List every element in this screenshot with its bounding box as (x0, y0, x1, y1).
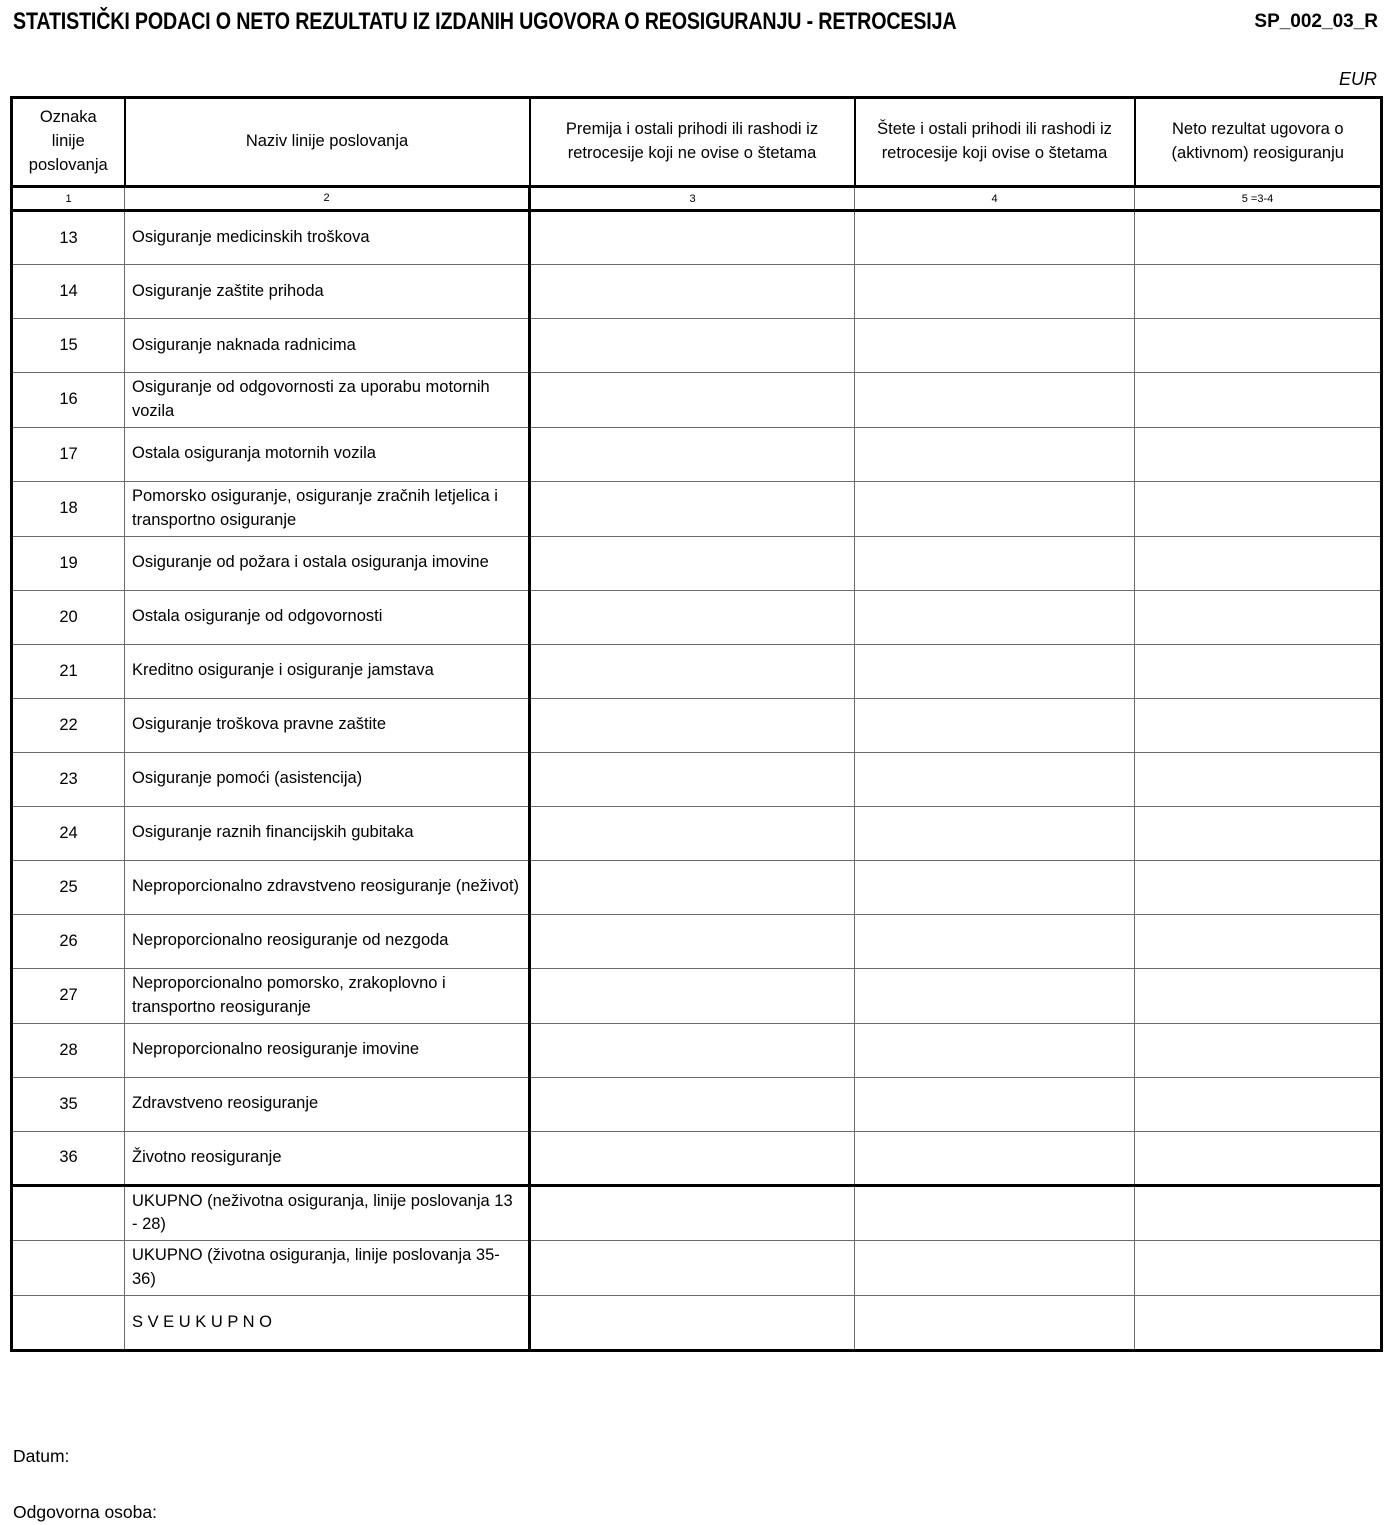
column-number: 5 =3-4 (1135, 187, 1382, 211)
claims-value-cell (855, 752, 1135, 806)
premium-value-cell (530, 1131, 855, 1185)
claims-value-cell (855, 1023, 1135, 1077)
premium-value-cell (530, 1185, 855, 1241)
premium-value-cell (530, 806, 855, 860)
table-row (12, 698, 1382, 752)
line-code: 14 (12, 265, 125, 319)
net-value-cell (1135, 1023, 1382, 1077)
net-value-cell (1135, 427, 1382, 481)
line-code: 13 (12, 211, 125, 265)
premium-value-cell (530, 1077, 855, 1131)
premium-value-cell (530, 536, 855, 590)
line-name: Ostala osiguranje od odgovornosti (125, 590, 530, 644)
line-code: 20 (12, 590, 125, 644)
line-name: Osiguranje raznih financijskih gubitaka (125, 806, 530, 860)
net-value-cell (1135, 265, 1382, 319)
line-code (12, 1296, 125, 1351)
line-name: Životno reosiguranje (125, 1131, 530, 1185)
line-name: Osiguranje naknada radnicima (125, 319, 530, 373)
line-code: 15 (12, 319, 125, 373)
total-label: UKUPNO (neživotna osiguranja, linije poslovanja 13 - 28) (125, 1185, 530, 1241)
table-row (12, 860, 1382, 914)
line-name: Osiguranje od odgovornosti za uporabu motornih vozila (125, 373, 530, 428)
table-row (12, 968, 1382, 1023)
currency-label: EUR (1338, 69, 1377, 89)
claims-value-cell (855, 914, 1135, 968)
net-value-cell (1135, 1131, 1382, 1185)
column-header-code: Oznaka linije poslovanja (12, 98, 125, 187)
claims-value-cell (855, 265, 1135, 319)
responsible-person-label: Odgovorna osoba: (13, 1502, 157, 1522)
premium-value-cell (530, 590, 855, 644)
line-code: 19 (12, 536, 125, 590)
table-header-row (12, 98, 1382, 187)
line-name: Osiguranje zaštite prihoda (125, 265, 530, 319)
net-value-cell (1135, 914, 1382, 968)
premium-value-cell (530, 265, 855, 319)
column-number-row (12, 187, 1382, 211)
line-code: 35 (12, 1077, 125, 1131)
line-code (12, 1185, 125, 1241)
table-row (12, 644, 1382, 698)
premium-value-cell (530, 319, 855, 373)
premium-value-cell (530, 211, 855, 265)
table-row (12, 1131, 1382, 1185)
net-value-cell (1135, 481, 1382, 536)
grand-total-row (12, 1296, 1382, 1351)
line-name: Osiguranje medicinskih troškova (125, 211, 530, 265)
net-value-cell (1135, 1241, 1382, 1296)
table-row (12, 427, 1382, 481)
page-title: STATISTIČKI PODACI O NETO REZULTATU IZ IZDANIH UGOVORA O REOSIGURANJU - RETROCESIJA (13, 8, 957, 35)
claims-value-cell (855, 1077, 1135, 1131)
line-code: 16 (12, 373, 125, 428)
table-row (12, 590, 1382, 644)
total-row-nonlife (12, 1185, 1382, 1241)
premium-value-cell (530, 427, 855, 481)
net-value-cell (1135, 968, 1382, 1023)
claims-value-cell (855, 427, 1135, 481)
line-code: 24 (12, 806, 125, 860)
line-code: 28 (12, 1023, 125, 1077)
table-row (12, 319, 1382, 373)
table-row (12, 481, 1382, 536)
column-header-net: Neto rezultat ugovora o (aktivnom) reosiguranju (1135, 98, 1382, 187)
line-code: 26 (12, 914, 125, 968)
table-row (12, 806, 1382, 860)
net-value-cell (1135, 752, 1382, 806)
line-name: Neproporcionalno zdravstveno reosiguranje (neživot) (125, 860, 530, 914)
line-code: 36 (12, 1131, 125, 1185)
line-name: Osiguranje pomoći (asistencija) (125, 752, 530, 806)
premium-value-cell (530, 644, 855, 698)
date-label: Datum: (13, 1446, 70, 1466)
line-name: Zdravstveno reosiguranje (125, 1077, 530, 1131)
line-code: 25 (12, 860, 125, 914)
claims-value-cell (855, 806, 1135, 860)
premium-value-cell (530, 968, 855, 1023)
premium-value-cell (530, 914, 855, 968)
claims-value-cell (855, 536, 1135, 590)
premium-value-cell (530, 698, 855, 752)
column-header-premium: Premija i ostali prihodi ili rashodi iz retrocesije koji ne ovise o štetama (530, 98, 855, 187)
table-row (12, 752, 1382, 806)
net-value-cell (1135, 1077, 1382, 1131)
line-code: 17 (12, 427, 125, 481)
premium-value-cell (530, 373, 855, 428)
net-value-cell (1135, 1185, 1382, 1241)
form-code: SP_002_03_R (1254, 11, 1378, 32)
column-number: 4 (855, 187, 1135, 211)
premium-value-cell (530, 1296, 855, 1351)
line-code: 23 (12, 752, 125, 806)
column-number: 2 (125, 187, 530, 211)
line-name: Osiguranje troškova pravne zaštite (125, 698, 530, 752)
claims-value-cell (855, 968, 1135, 1023)
table-row (12, 1077, 1382, 1131)
net-value-cell (1135, 860, 1382, 914)
premium-value-cell (530, 481, 855, 536)
column-number: 1 (12, 187, 125, 211)
claims-value-cell (855, 319, 1135, 373)
claims-value-cell (855, 1241, 1135, 1296)
claims-value-cell (855, 211, 1135, 265)
table-row (12, 265, 1382, 319)
net-value-cell (1135, 1296, 1382, 1351)
net-value-cell (1135, 806, 1382, 860)
line-name: Kreditno osiguranje i osiguranje jamstava (125, 644, 530, 698)
line-name: Ostala osiguranja motornih vozila (125, 427, 530, 481)
net-value-cell (1135, 211, 1382, 265)
column-header-name: Naziv linije poslovanja (125, 98, 530, 187)
premium-value-cell (530, 752, 855, 806)
premium-value-cell (530, 1241, 855, 1296)
line-name: Osiguranje od požara i ostala osiguranja imovine (125, 536, 530, 590)
table-row (12, 211, 1382, 265)
total-row-life (12, 1241, 1382, 1296)
premium-value-cell (530, 860, 855, 914)
table-row (12, 914, 1382, 968)
net-value-cell (1135, 536, 1382, 590)
claims-value-cell (855, 1131, 1135, 1185)
grand-total-label: S V E U K U P N O (125, 1296, 530, 1351)
claims-value-cell (855, 373, 1135, 428)
table-row (12, 373, 1382, 428)
claims-value-cell (855, 698, 1135, 752)
net-value-cell (1135, 373, 1382, 428)
premium-value-cell (530, 1023, 855, 1077)
claims-value-cell (855, 860, 1135, 914)
line-code: 27 (12, 968, 125, 1023)
line-name: Neproporcionalno reosiguranje od nezgoda (125, 914, 530, 968)
line-name: Neproporcionalno reosiguranje imovine (125, 1023, 530, 1077)
net-value-cell (1135, 319, 1382, 373)
claims-value-cell (855, 590, 1135, 644)
table-row (12, 536, 1382, 590)
line-name: Neproporcionalno pomorsko, zrakoplovno i transportno reosiguranje (125, 968, 530, 1023)
line-code: 21 (12, 644, 125, 698)
table-row (12, 1023, 1382, 1077)
column-header-claims: Štete i ostali prihodi ili rashodi iz retrocesije koji ovise o štetama (855, 98, 1135, 187)
net-value-cell (1135, 698, 1382, 752)
line-code (12, 1241, 125, 1296)
column-number: 3 (530, 187, 855, 211)
line-code: 18 (12, 481, 125, 536)
line-code: 22 (12, 698, 125, 752)
total-label: UKUPNO (životna osiguranja, linije poslovanja 35-36) (125, 1241, 530, 1296)
net-value-cell (1135, 590, 1382, 644)
net-value-cell (1135, 644, 1382, 698)
statistics-table (10, 96, 1383, 1352)
claims-value-cell (855, 1185, 1135, 1241)
claims-value-cell (855, 1296, 1135, 1351)
line-name: Pomorsko osiguranje, osiguranje zračnih letjelica i transportno osiguranje (125, 481, 530, 536)
claims-value-cell (855, 481, 1135, 536)
claims-value-cell (855, 644, 1135, 698)
